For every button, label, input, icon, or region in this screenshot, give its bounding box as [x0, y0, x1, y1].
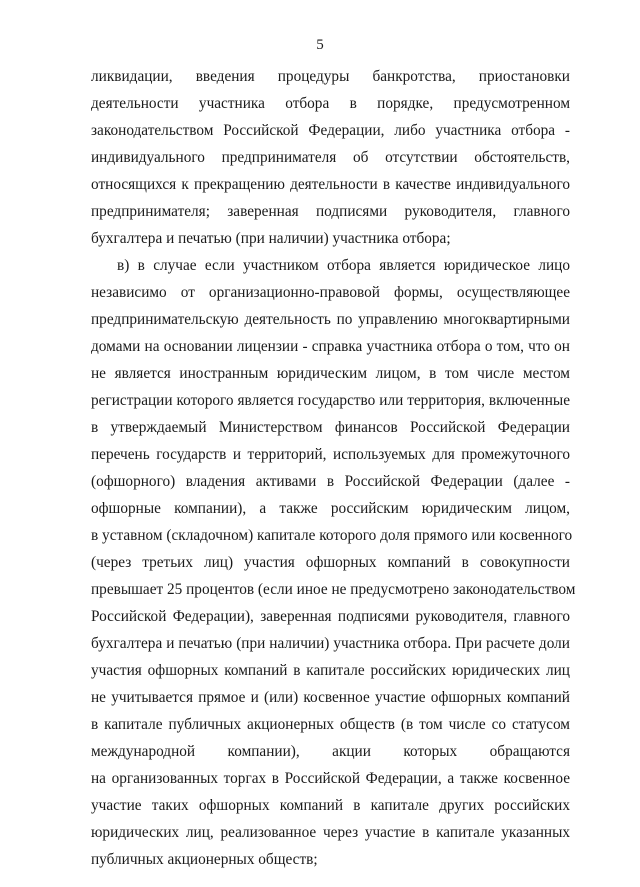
- page-number: 5: [316, 37, 324, 53]
- text-line: офшорные компании), а также российским юридическим лицом,: [91, 500, 570, 517]
- text-line: в уставном (складочном) капитале которого доля прямого или косвенного: [91, 527, 573, 544]
- text-line: домами на основании лицензии - справка участника отбора о том, что он: [91, 338, 570, 355]
- text-line: предпринимательскую деятельность по управлению многоквартирными: [91, 311, 570, 328]
- text-line: международной компании), акции которых обращаются: [91, 743, 570, 760]
- text-line: независимо от организационно-правовой формы, осуществляющее: [91, 284, 570, 301]
- text-line: перечень государств и территорий, используемых для промежуточного: [91, 446, 570, 463]
- text-line: публичных акционерных обществ;: [91, 851, 318, 868]
- text-line: превышает 25 процентов (если иное не предусмотрено законодательством: [91, 581, 576, 598]
- text-line: в капитале публичных акционерных обществ (в том числе со статусом: [91, 716, 570, 733]
- text-line: индивидуального предпринимателя об отсутствии обстоятельств,: [91, 149, 570, 166]
- text-line: ликвидации, введения процедуры банкротства, приостановки: [91, 68, 570, 85]
- text-line: законодательством Российской Федерации, либо участника отбора -: [91, 122, 570, 139]
- text-line: бухгалтера и печатью (при наличии) участника отбора;: [91, 230, 451, 247]
- text-line: деятельности участника отбора в порядке, предусмотренном: [91, 95, 570, 112]
- text-line: в утверждаемый Министерством финансов Российской Федерации: [91, 419, 570, 436]
- text-line: участие таких офшорных компаний в капитале других российских: [91, 797, 570, 814]
- text-line: не является иностранным юридическим лицом, в том числе местом: [91, 365, 570, 382]
- text-line: не учитывается прямое и (или) косвенное участие офшорных компаний: [91, 689, 570, 706]
- text-line: Российской Федерации), заверенная подписями руководителя, главного: [91, 608, 570, 625]
- text-line: регистрации которого является государство или территория, включенные: [91, 392, 570, 409]
- paragraph-first-line: в) в случае если участником отбора является юридическое лицо: [117, 257, 570, 274]
- text-line: относящихся к прекращению деятельности в качестве индивидуального: [91, 176, 570, 193]
- text-line: бухгалтера и печатью (при наличии) участника отбора. При расчете доли: [91, 635, 570, 652]
- text-line: на организованных торгах в Российской Федерации, а также косвенное: [91, 770, 570, 787]
- text-line: юридических лиц, реализованное через участие в капитале указанных: [91, 824, 570, 841]
- text-line: предпринимателя; заверенная подписями руководителя, главного: [91, 203, 570, 220]
- text-line: участия офшорных компаний в капитале российских юридических лиц: [91, 662, 570, 679]
- text-line: (офшорного) владения активами в Российской Федерации (далее -: [91, 473, 570, 490]
- text-line: (через третьих лиц) участия офшорных компаний в совокупности: [91, 554, 570, 571]
